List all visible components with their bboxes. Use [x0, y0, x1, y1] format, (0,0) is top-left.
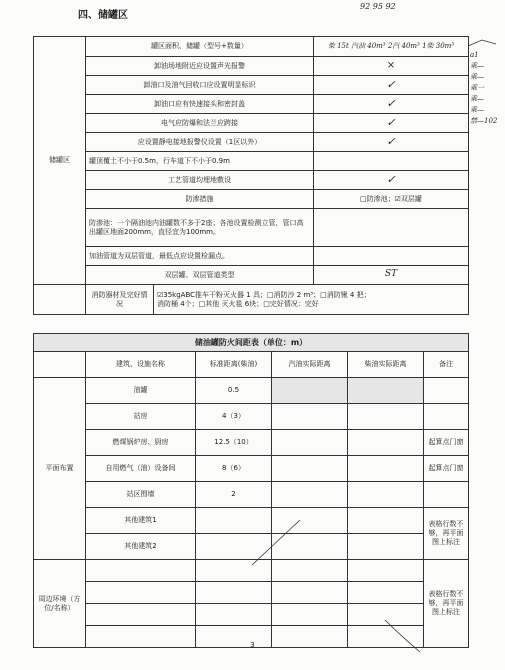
tank-item: 卸油场地附近应设置声光报警: [86, 57, 314, 76]
tank-group-label: 储罐区: [34, 37, 86, 285]
tank-item: 应设置静电接地报警仪设置（1区以外）: [86, 133, 314, 152]
tank-item: 电气应防爆和法兰应跨接: [86, 114, 314, 133]
tank-item: 卸油口应有快速接头和密封盖: [86, 95, 314, 114]
margin-note-right: a1 乘— 乘— 乘一 乘— 乘— 禁—102: [470, 51, 498, 125]
header-name: 建筑、设施名称: [86, 352, 196, 378]
fire-line-2: 消防桶 4个；□其他 灭火毯 6块；□完好情况：完好: [157, 299, 319, 308]
row-name: 其他建筑1: [86, 508, 196, 534]
page-number: 3: [250, 641, 255, 649]
tank-item: 工艺管道均埋地敷设: [86, 171, 314, 190]
tank-item: 防渗池：一个隔油池内油罐数不多于2座；各池设置检测立管，管口高出罐区地面200mm，直径宜为100mm。: [86, 209, 314, 247]
tank-item: 罐顶覆土不小于0.5m，行车道下不小于0.9m: [86, 152, 314, 171]
tank-value: 柴 15t 汽油 40m³ 2汽 40m³ 1柴 30m³: [314, 37, 469, 57]
margin-note-top: 92 95 92: [360, 2, 396, 11]
section-title: 四、储罐区: [78, 10, 128, 21]
row-name: 油罐: [86, 378, 196, 404]
tank-item: 卸油口及油气回收口应设置明显标识: [86, 76, 314, 95]
tank-item: 加油管道为双层管道，最低点应设置检漏点。: [86, 247, 314, 266]
row-std: 2: [196, 482, 272, 508]
plane-label: 平面布置: [34, 378, 86, 560]
tank-item: 防渗措施: [86, 190, 314, 209]
fire-equipment-label: 消防器材及完好情况: [86, 285, 154, 315]
row-std: 4（3）: [196, 404, 272, 430]
header-note: 备注: [424, 352, 469, 378]
row-std: 8（6）: [196, 456, 272, 482]
surround-note: 表格行数不够，再平面图上标注: [424, 560, 469, 648]
tank-item: 罐区面积、储罐（型号+数量）: [86, 37, 314, 57]
row-name: 站区围墙: [86, 482, 196, 508]
row-name: 自用燃气（油）设备间: [86, 456, 196, 482]
row-name: 燃煤锅炉房、厨房: [86, 430, 196, 456]
tank-value: ✓: [314, 114, 469, 133]
fire-distance-title: 储油罐防火间距表（单位：m）: [34, 334, 469, 352]
tank-value: ST: [314, 266, 469, 285]
tank-value: ✓: [314, 95, 469, 114]
tank-value: ✓: [314, 133, 469, 152]
row-note: 表格行数不够，再平面图上标注: [424, 508, 469, 560]
tank-value: ×: [314, 57, 469, 76]
header-gasoline: 汽油实际距离: [272, 352, 348, 378]
row-std: 12.5（10）: [196, 430, 272, 456]
fire-line-1: ☑35kgABC推车干粉灭火器 1 具；□消防沙 2 m³；□消防锹 4 把；: [157, 290, 371, 299]
row-name: 其他建筑2: [86, 534, 196, 560]
row-note: 起算点门窗: [424, 430, 469, 456]
header-std: 标准距离(柴油): [196, 352, 272, 378]
surround-label: 周边环境（方位/名称）: [34, 560, 86, 648]
header-diesel: 柴油实际距离: [348, 352, 424, 378]
tank-item: 双层罐、双层管道类型: [86, 266, 314, 285]
row-note: 起算点门窗: [424, 456, 469, 482]
tank-value: ✓: [314, 171, 469, 190]
row-std: 0.5: [196, 378, 272, 404]
tank-value: ✓: [314, 76, 469, 95]
row-name: 站房: [86, 404, 196, 430]
tank-value: □防渗池；☑双层罐: [314, 190, 469, 209]
